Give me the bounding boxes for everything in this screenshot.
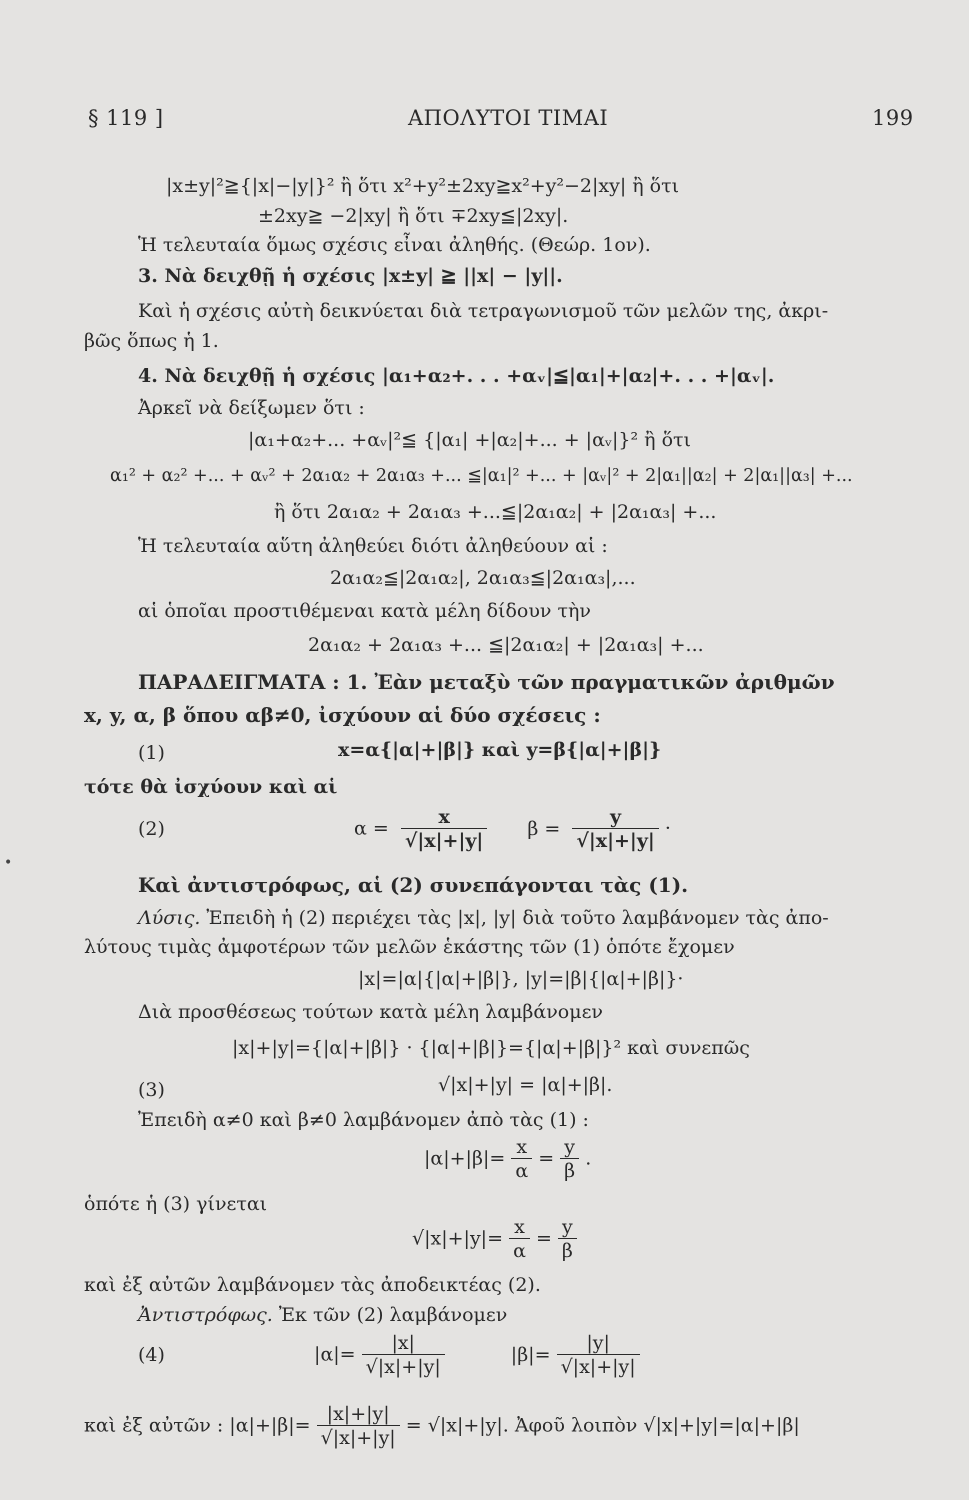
text-span: Ἐπειδὴ ἡ (2) περιέχει τὰς |x|, |y| διὰ τοῦτο λαμβάνομεν τὰς ἀπο- bbox=[200, 907, 829, 929]
equation-tag: (1) bbox=[138, 742, 165, 764]
equation-lhs: β = bbox=[527, 817, 561, 840]
fraction bbox=[572, 806, 658, 853]
equation-line: √|x|+|y| = |α|+|β|. bbox=[438, 1074, 613, 1096]
numerator: y bbox=[572, 806, 658, 829]
fraction bbox=[401, 806, 487, 853]
equation-end: . bbox=[585, 1147, 592, 1170]
equation-lhs: |β|= bbox=[510, 1343, 551, 1366]
text-line: Ἡ τελευταία ὅμως σχέσις εἶναι ἀληθής. (Θεώρ. 1ον). bbox=[138, 234, 651, 256]
denominator: √|x|+|y| bbox=[404, 830, 484, 852]
numerator: x bbox=[509, 1216, 530, 1239]
text-line: Καὶ ἀντιστρόφως, αἱ (2) συνεπάγονται τὰς (1). bbox=[138, 873, 689, 897]
equation-line: x=α{|α|+|β|} καὶ y=β{|α|+|β|} bbox=[338, 739, 662, 761]
numerator: y bbox=[560, 1136, 579, 1159]
text-line: αἱ ὁποῖαι προστιθέμεναι κατὰ μέλη δίδουν τὴν bbox=[138, 600, 591, 622]
text-span: Ἐκ τῶν (2) λαμβάνομεν bbox=[272, 1304, 508, 1326]
denominator: β bbox=[564, 1160, 576, 1182]
text-line: Ἀρκεῖ νὰ δείξωμεν ὅτι : bbox=[138, 397, 365, 419]
numerator: |x|+|y| bbox=[317, 1403, 400, 1426]
margin-mark: • bbox=[4, 855, 13, 871]
equation-tag: (3) bbox=[138, 1079, 165, 1101]
equation-line: |x|=|α|{|α|+|β|}, |y|=|β|{|α|+|β|}· bbox=[358, 968, 684, 990]
text-line: βῶς ὅπως ἡ 1. bbox=[84, 330, 219, 352]
text-line: τότε θὰ ἰσχύουν καὶ αἱ bbox=[84, 776, 338, 798]
equals-sign: = bbox=[535, 1227, 552, 1250]
page-number: 199 bbox=[872, 106, 914, 130]
text-line: λύτους τιμὰς ἀμφοτέρων τῶν μελῶν ἑκάστης τῶν (1) ὁπότε ἔχομεν bbox=[84, 936, 735, 958]
equation-tag: (4) bbox=[138, 1343, 165, 1366]
equation-rhs: = √|x|+|y|. Ἀφοῦ λοιπὸν √|x|+|y|=|α|+|β| bbox=[405, 1414, 800, 1437]
equation-line: |α₁+α₂+... +αᵥ|²≦ {|α₁| +|α₂|+... + |αᵥ|}² ἢ ὅτι bbox=[248, 429, 691, 451]
text-line bbox=[138, 906, 829, 930]
text-line: |x±y|²≧{|x|−|y|}² ἢ ὅτι x²+y²±2xy≧x²+y²−2|xy| ἢ ὅτι bbox=[166, 175, 680, 197]
denominator: √|x|+|y| bbox=[560, 1356, 636, 1378]
denominator: β bbox=[561, 1240, 573, 1262]
equation-line: 2α₁α₂ + 2α₁α₃ +... ≦|2α₁α₂| + |2α₁α₃| +... bbox=[308, 634, 704, 656]
fraction bbox=[317, 1403, 400, 1450]
equation-line: α₁² + α₂² +... + αᵥ² + 2α₁α₂ + 2α₁α₃ +... ≦|α₁|² +... + |αᵥ|² + 2|α₁||α₂| + 2|α₁||α₃| +... bbox=[110, 466, 853, 486]
text-line: καὶ ἐξ αὐτῶν λαμβάνομεν τὰς ἀποδεικτέας (2). bbox=[84, 1274, 541, 1296]
equation-tag: (2) bbox=[138, 817, 165, 840]
fraction bbox=[509, 1216, 530, 1263]
numerator: |x| bbox=[362, 1332, 445, 1355]
denominator: √|x|+|y| bbox=[320, 1427, 396, 1449]
text-line bbox=[138, 1303, 507, 1327]
fraction bbox=[511, 1136, 532, 1183]
equation-line: |x|+|y|={|α|+|β|} · {|α|+|β|}={|α|+|β|}² καὶ συνεπῶς bbox=[232, 1037, 750, 1059]
page-title: ΑΠΟΛΥΤΟΙ ΤΙΜΑΙ bbox=[408, 106, 609, 130]
text-line: Ἐπειδὴ α≠0 καὶ β≠0 λαμβάνομεν ἀπὸ τὰς (1) : bbox=[138, 1109, 589, 1131]
equation-lhs: √|x|+|y|= bbox=[412, 1227, 504, 1250]
fraction bbox=[558, 1216, 577, 1263]
equation-2 bbox=[138, 806, 838, 853]
problem-4-heading: 4. Νὰ δειχθῇ ἡ σχέσις |α₁+α₂+. . . +αᵥ|≦|α₁|+|α₂|+. . . +|αᵥ|. bbox=[138, 365, 775, 387]
text-line: x, y, α, β ὅπου αβ≠0, ἰσχύουν αἱ δύο σχέσεις : bbox=[84, 703, 601, 727]
problem-3-heading: 3. Νὰ δειχθῇ ἡ σχέσις |x±y| ≧ ||x| − |y||. bbox=[138, 265, 563, 287]
numerator: x bbox=[401, 806, 487, 829]
text-line: Καὶ ἡ σχέσις αὐτὴ δεικνύεται διὰ τετραγωνισμοῦ τῶν μελῶν της, ἀκρι- bbox=[138, 300, 829, 322]
fraction bbox=[362, 1332, 445, 1379]
section-number: § 119 ] bbox=[88, 106, 164, 130]
equation-end: · bbox=[664, 817, 671, 840]
equation-lhs: α = bbox=[354, 817, 389, 840]
text-line: Ἡ τελευταία αὕτη ἀληθεύει διότι ἀληθεύουν αἱ : bbox=[138, 535, 608, 557]
denominator: α bbox=[515, 1160, 529, 1182]
equation-line bbox=[84, 1403, 800, 1450]
denominator: α bbox=[513, 1240, 526, 1262]
equation-line: 2α₁α₂≦|2α₁α₂|, 2α₁α₃≦|2α₁α₃|,... bbox=[330, 567, 636, 589]
equation-4 bbox=[138, 1332, 838, 1379]
equation-line bbox=[412, 1216, 577, 1263]
fraction bbox=[557, 1332, 640, 1379]
equals-sign: = bbox=[538, 1147, 555, 1170]
denominator: √|x|+|y| bbox=[576, 830, 655, 852]
numerator: x bbox=[511, 1136, 532, 1159]
text-line: ±2xy≧ −2|xy| ἢ ὅτι ∓2xy≦|2xy|. bbox=[258, 205, 569, 227]
equation-lhs: |α|+|β|= bbox=[424, 1147, 506, 1170]
equation-lhs: |α|= bbox=[314, 1343, 356, 1366]
text-line: Διὰ προσθέσεως τούτων κατὰ μέλη λαμβάνομεν bbox=[138, 1001, 603, 1023]
numerator: |y| bbox=[557, 1332, 640, 1355]
solution-label: Λύσις. bbox=[138, 907, 201, 929]
denominator: √|x|+|y| bbox=[365, 1356, 441, 1378]
equation-line: ἢ ὅτι 2α₁α₂ + 2α₁α₃ +...≦|2α₁α₂| + |2α₁α₃| +... bbox=[274, 501, 717, 523]
converse-label: Ἀντιστρόφως. bbox=[138, 1304, 273, 1326]
text-line: ὁπότε ἡ (3) γίνεται bbox=[84, 1193, 268, 1215]
equation-line bbox=[424, 1136, 591, 1183]
fraction bbox=[560, 1136, 579, 1183]
numerator: y bbox=[558, 1216, 577, 1239]
examples-heading: ΠΑΡΑΔΕΙΓΜΑΤΑ : 1. Ἐὰν μεταξὺ τῶν πραγματικῶν ἀριθμῶν bbox=[138, 670, 835, 694]
equation-lhs: καὶ ἐξ αὐτῶν : |α|+|β|= bbox=[84, 1414, 311, 1437]
